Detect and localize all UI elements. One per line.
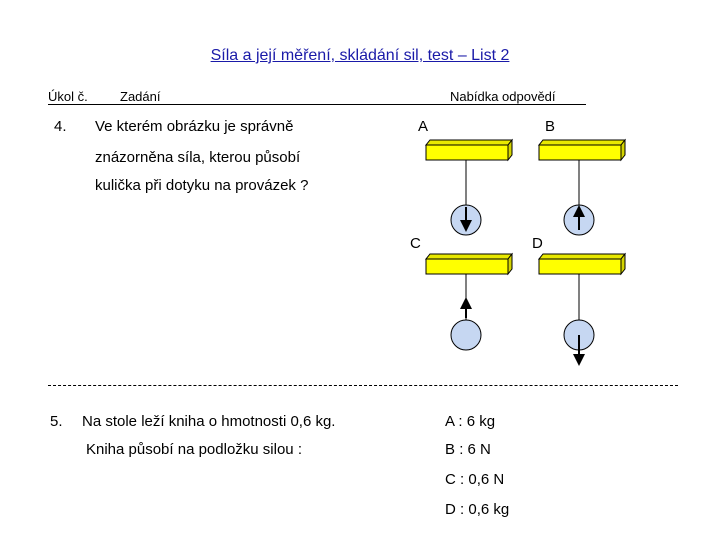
option-a-label[interactable]: A [418,118,429,135]
q5-answer-a[interactable]: A : 6 kg [445,413,496,430]
header-assignment: Zadání [120,89,161,104]
q5-text-line-1: Na stole leží kniha o hmotnosti 0,6 kg. [82,413,336,430]
q5-text-line-2: Kniha působí na podložku silou : [86,441,302,458]
q4-text-line-3: kulička při dotyku na provázek ? [95,177,309,194]
q4-text-line-2: znázorněna síla, kterou působí [95,149,301,166]
option-c-label[interactable]: C [410,235,421,252]
header-answers: Nabídka odpovědí [450,89,556,104]
section-divider [48,385,678,388]
q5-number: 5. [50,413,63,430]
option-b-label[interactable]: B [545,118,556,135]
page-title: Síla a její měření, skládání sil, test – List 2 [210,47,510,64]
option-d-figure[interactable] [539,254,625,360]
option-a-figure[interactable] [426,140,512,235]
option-c-figure[interactable] [426,254,512,350]
option-b-figure[interactable] [539,140,625,235]
q5-answer-b[interactable]: B : 6 N [445,441,491,458]
header-task-no: Úkol č. [48,89,88,104]
option-d-label[interactable]: D [532,235,543,252]
q5-answer-d[interactable]: D : 0,6 kg [445,501,510,518]
q4-number: 4. [54,118,67,135]
q5-answer-c[interactable]: C : 0,6 N [445,471,505,488]
q4-text-line-1: Ve kterém obrázku je správně [95,118,294,135]
